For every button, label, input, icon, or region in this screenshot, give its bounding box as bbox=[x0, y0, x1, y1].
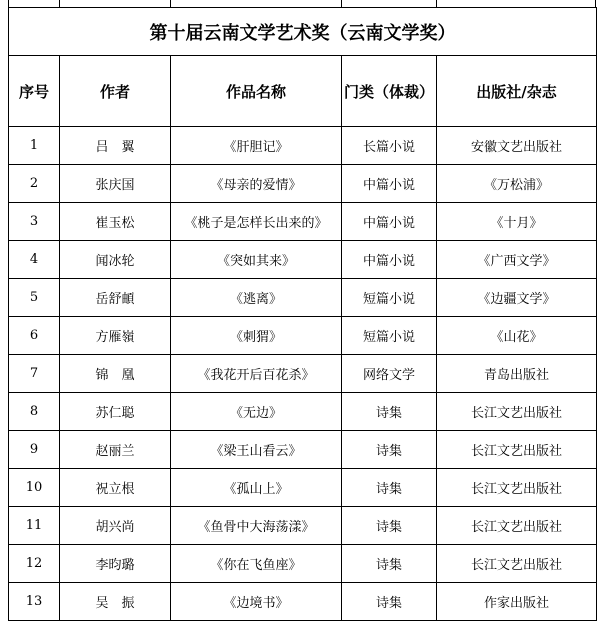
cell-genre: 诗集 bbox=[342, 393, 437, 431]
cell-work: 《我花开后百花杀》 bbox=[171, 355, 342, 393]
header-work: 作品名称 bbox=[171, 56, 342, 127]
cell-genre: 长篇小说 bbox=[342, 127, 437, 165]
cell-genre: 中篇小说 bbox=[342, 165, 437, 203]
cell-publisher: 青岛出版社 bbox=[437, 355, 597, 393]
cell-publisher: 长江文艺出版社 bbox=[437, 507, 597, 545]
cell-no: 3 bbox=[9, 203, 60, 241]
cell-no: 1 bbox=[9, 127, 60, 165]
award-winners-table bbox=[8, 7, 597, 621]
table-row bbox=[9, 545, 597, 583]
cell-author: 吴 振 bbox=[60, 583, 171, 621]
cell-genre: 短篇小说 bbox=[342, 317, 437, 355]
cell-no: 11 bbox=[9, 507, 60, 545]
cell-author: 锦 凰 bbox=[60, 355, 171, 393]
cell-work: 《你在飞鱼座》 bbox=[171, 545, 342, 583]
table-row bbox=[9, 279, 597, 317]
cell-no: 13 bbox=[9, 583, 60, 621]
award-title: 第十届云南文学艺术奖（云南文学奖） bbox=[9, 8, 597, 56]
cell-no: 6 bbox=[9, 317, 60, 355]
cell-author: 李昀璐 bbox=[60, 545, 171, 583]
cell-publisher: 《万松浦》 bbox=[437, 165, 597, 203]
cell-genre: 网络文学 bbox=[342, 355, 437, 393]
header-publisher: 出版社/杂志 bbox=[437, 56, 597, 127]
cell-author: 胡兴尚 bbox=[60, 507, 171, 545]
cell-genre: 诗集 bbox=[342, 431, 437, 469]
cell-publisher: 《山花》 bbox=[437, 317, 597, 355]
cell-genre: 诗集 bbox=[342, 545, 437, 583]
cell-publisher: 长江文艺出版社 bbox=[437, 431, 597, 469]
table-row bbox=[9, 355, 597, 393]
cell-no: 7 bbox=[9, 355, 60, 393]
table-title-row bbox=[9, 8, 597, 56]
cell-author: 祝立根 bbox=[60, 469, 171, 507]
cell-no: 5 bbox=[9, 279, 60, 317]
header-author: 作者 bbox=[60, 56, 171, 127]
cell-publisher: 长江文艺出版社 bbox=[437, 393, 597, 431]
cell-publisher: 安徽文艺出版社 bbox=[437, 127, 597, 165]
cell-publisher: 长江文艺出版社 bbox=[437, 469, 597, 507]
cell-publisher: 《十月》 bbox=[437, 203, 597, 241]
cell-publisher: 作家出版社 bbox=[437, 583, 597, 621]
cell-work: 《突如其来》 bbox=[171, 241, 342, 279]
cell-work: 《母亲的爱情》 bbox=[171, 165, 342, 203]
cell-publisher: 《边疆文学》 bbox=[437, 279, 597, 317]
cell-publisher: 《广西文学》 bbox=[437, 241, 597, 279]
table-row bbox=[9, 507, 597, 545]
cell-work: 《鱼骨中大海荡漾》 bbox=[171, 507, 342, 545]
cell-work: 《梁王山看云》 bbox=[171, 431, 342, 469]
header-genre: 门类（体裁） bbox=[342, 56, 437, 127]
cell-work: 《刺猬》 bbox=[171, 317, 342, 355]
cell-genre: 诗集 bbox=[342, 507, 437, 545]
cell-work: 《肝胆记》 bbox=[171, 127, 342, 165]
cell-author: 岳舒頔 bbox=[60, 279, 171, 317]
table-row bbox=[9, 317, 597, 355]
cell-genre: 中篇小说 bbox=[342, 241, 437, 279]
cell-no: 4 bbox=[9, 241, 60, 279]
cell-genre: 诗集 bbox=[342, 583, 437, 621]
cell-no: 2 bbox=[9, 165, 60, 203]
cell-author: 吕 翼 bbox=[60, 127, 171, 165]
column-header-row bbox=[9, 56, 597, 127]
cell-work: 《逃离》 bbox=[171, 279, 342, 317]
table-row bbox=[9, 203, 597, 241]
cell-author: 赵丽兰 bbox=[60, 431, 171, 469]
cell-genre: 短篇小说 bbox=[342, 279, 437, 317]
table-row bbox=[9, 241, 597, 279]
table-row bbox=[9, 165, 597, 203]
cell-genre: 诗集 bbox=[342, 469, 437, 507]
cell-author: 方雁嶺 bbox=[60, 317, 171, 355]
cell-genre: 中篇小说 bbox=[342, 203, 437, 241]
cell-no: 12 bbox=[9, 545, 60, 583]
cell-no: 8 bbox=[9, 393, 60, 431]
cell-work: 《边境书》 bbox=[171, 583, 342, 621]
cell-author: 崔玉松 bbox=[60, 203, 171, 241]
header-no: 序号 bbox=[9, 56, 60, 127]
cell-work: 《桃子是怎样长出来的》 bbox=[171, 203, 342, 241]
cell-no: 9 bbox=[9, 431, 60, 469]
cell-no: 10 bbox=[9, 469, 60, 507]
cell-author: 苏仁聪 bbox=[60, 393, 171, 431]
cell-author: 张庆国 bbox=[60, 165, 171, 203]
cell-work: 《无边》 bbox=[171, 393, 342, 431]
cell-publisher: 长江文艺出版社 bbox=[437, 545, 597, 583]
table-row bbox=[9, 127, 597, 165]
table-row bbox=[9, 431, 597, 469]
cell-work: 《孤山上》 bbox=[171, 469, 342, 507]
table-row bbox=[9, 469, 597, 507]
table-row bbox=[9, 393, 597, 431]
cell-author: 闻冰轮 bbox=[60, 241, 171, 279]
